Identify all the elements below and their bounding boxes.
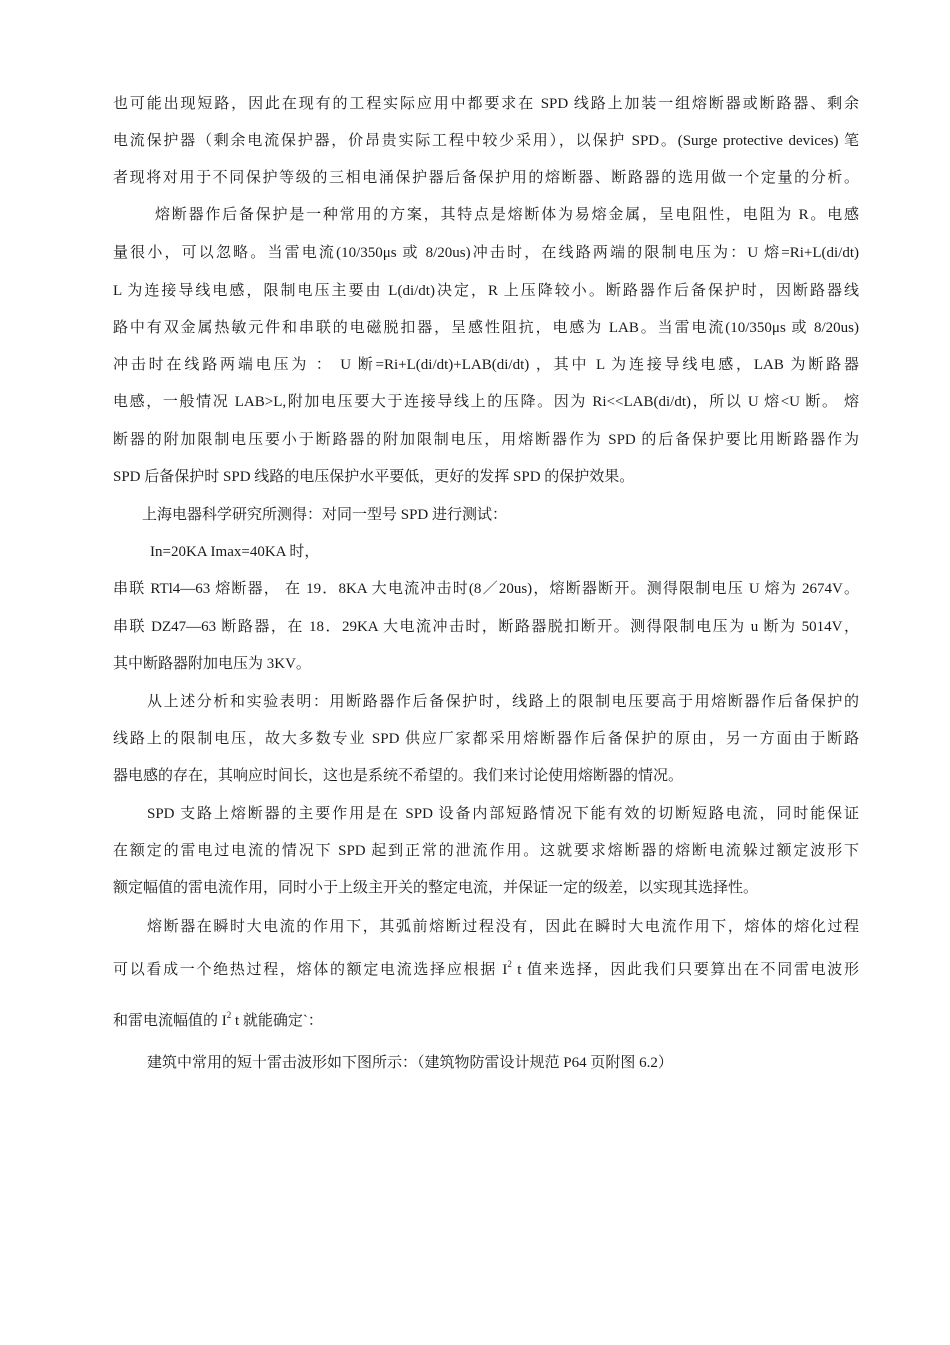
- text-span: 和雷电流幅值的 I: [113, 1013, 227, 1029]
- text-line: L 为连接导线电感，限制电压主要由 L(di/dt)决定，R 上压降较小。断路器作后备保护时，因断路器线: [113, 283, 859, 299]
- text-line: 路中有双金属热敏元件和串联的电磁脱扣器，呈感性阻抗，电感为 LAB。当雷电流(10/350μs 或 8/20us): [113, 320, 859, 336]
- text-line: 串联 RTl4—63 熔断器， 在 19．8KA 大电流冲击时(8／20us)，熔断器断开。测得限制电压 U 熔为 2674V。: [113, 581, 859, 597]
- text-line: 从上述分析和实验表明：用断路器作后备保护时，线路上的限制电压要高于用熔断器作后备保护的: [147, 694, 859, 710]
- text-line: 器电感的存在，其响应时间长，这也是系统不希望的。我们来讨论使用熔断器的情况。: [113, 768, 684, 784]
- text-line: 也可能出现短路，因此在现有的工程实际应用中都要求在 SPD 线路上加装一组熔断器或断路器、剩余: [113, 96, 859, 112]
- text-line: 在额定的雷电过电流的情况下 SPD 起到正常的泄流作用。这就要求熔断器的熔断电流躲过额定波形下: [113, 843, 859, 859]
- text-span: 可以看成一个绝热过程，熔体的额定电流选择应根据 I: [113, 962, 508, 978]
- superscript: 2: [226, 1010, 232, 1020]
- text-line: 者现将对用于不同保护等级的三相电涌保护器后备保护用的熔断器、断路器的选用做一个定量的分析。: [113, 170, 859, 186]
- text-line: 冲击时在线路两端电压为 ： U 断=Ri+L(di/dt)+LAB(di/dt) ，其中 L 为连接导线电感，LAB 为断路器: [113, 357, 859, 373]
- text-line: 线路上的限制电压，故大多数专业 SPD 供应厂家都采用熔断器作后备保护的原由，另一方面由于断路: [113, 731, 859, 747]
- text-line: In=20KA Imax=40KA 时，: [150, 544, 320, 560]
- text-line: 其中断路器附加电压为 3KV。: [113, 656, 311, 672]
- text-line: SPD 后备保护时 SPD 线路的电压保护水平要低，更好的发挥 SPD 的保护效果。: [113, 469, 635, 485]
- text-line: 额定幅值的雷电流作用，同时小于上级主开关的整定电流，并保证一定的级差，以实现其选择性。: [113, 880, 759, 896]
- text-span: t 就能确定`：: [231, 1013, 323, 1029]
- text-line: 电流保护器（剩余电流保护器，价昂贵实际工程中较少采用），以保护 SPD。(Surge protective devices) 笔: [113, 133, 859, 149]
- text-line: SPD 支路上熔断器的主要作用是在 SPD 设备内部短路情况下能有效的切断短路电流，同时能保证: [147, 806, 859, 822]
- text-line: 电感，一般情况 LAB>L,附加电压要大于连接导线上的压降。因为 Ri<<LAB(di/dt)，所以 U 熔<U 断。 熔: [113, 394, 859, 410]
- superscript: 2: [507, 959, 512, 969]
- text-line: 熔断器作后备保护是一种常用的方案，其特点是熔断体为易熔金属，呈电阻性，电阻为 R。电感: [155, 207, 859, 223]
- text-line: 量很小，可以忽略。当雷电流(10/350μs 或 8/20us)冲击时，在线路两端的限制电压为：U 熔=Ri+L(di/dt): [113, 245, 859, 261]
- text-line: [113, 1011, 859, 1031]
- text-line: [113, 960, 859, 980]
- text-line: 断器的附加限制电压要小于断路器的附加限制电压，用熔断器作为 SPD 的后备保护要比用断路器作为: [113, 432, 859, 448]
- text-span: t 值来选择，因此我们只要算出在不同雷电波形: [511, 962, 860, 978]
- text-line: 串联 DZ47—63 断路器，在 18．29KA 大电流冲击时，断路器脱扣断开。测得限制电压为 u 断为 5014V，: [113, 619, 859, 635]
- text-line: 熔断器在瞬时大电流的作用下，其弧前熔断过程没有，因此在瞬时大电流作用下，熔体的熔化过程: [147, 919, 859, 935]
- text-line: 上海电器科学研究所测得：对同一型号 SPD 进行测试：: [142, 507, 508, 523]
- text-line: 建筑中常用的短十雷击波形如下图所示：（建筑物防雷设计规范 P64 页附图 6.2）: [147, 1055, 673, 1071]
